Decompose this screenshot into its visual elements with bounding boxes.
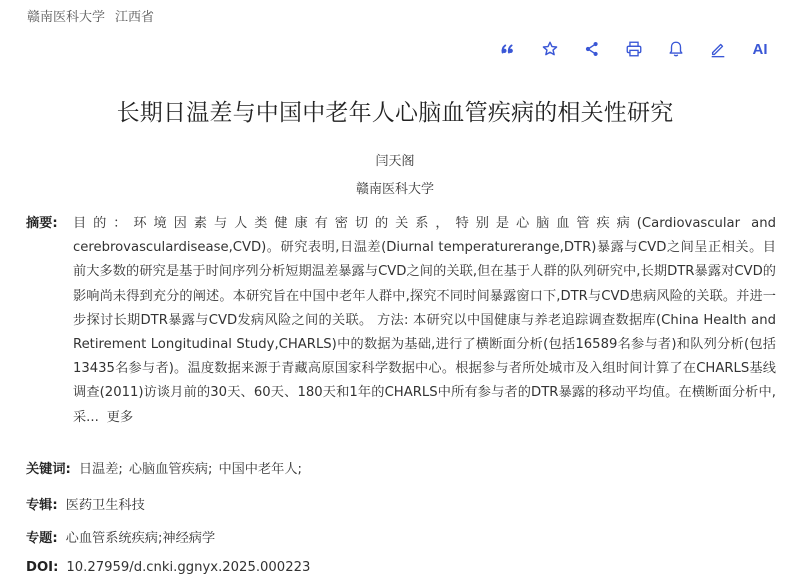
- subscribe-button[interactable]: [662, 37, 690, 61]
- cite-button[interactable]: [494, 37, 522, 61]
- abstract-text: 目的：环境因素与人类健康有密切的关系，特别是心脑血管疾病(Cardiovascular and cerebrovasculardisease,CVD)。研究表明,日温差(Diurnal temperaturerange,DTR)暴露与CVD之间呈正相关。目前大多数的研究是基于时间序列分析短期温差暴露与CVD之间的关联,但在基于人群的队列研究中,长期DTR暴露对CVD的影响尚未得到充分的阐述。本研究旨在中国中老年人群中,探究不同时间暴露窗口下,DTR与CVD患病风险的关联。并进一步探讨长期DTR暴露与CVD发病风险之间的关联。 方法: 本研究以中国健康与养老追踪调查数据库(China Health and Retirement Longitudinal Study,CHARLS)中的数据为基础,进行了横断面分析(包括16589名参与者)和队列分析(包括13435名参与者)。温度数据来源于青藏高原国家科学数据中心。根据参与者所处城市及入组时间计算了在CHARLS基线调查(2011)访谈月前的30天、60天、180天和1年的CHARLS中所有参与者的DTR暴露的移动平均值。在横断面分析中,采...: [73, 216, 776, 425]
- keyword-link[interactable]: 中国中老年人;: [218, 462, 303, 477]
- breadcrumb: [27, 6, 164, 25]
- author-organization[interactable]: 赣南医科大学: [355, 182, 434, 197]
- keywords-label: 关键词:: [26, 462, 71, 477]
- favorite-button[interactable]: [536, 37, 564, 61]
- doi-value[interactable]: 10.27959/d.cnki.ggnyx.2025.000223: [66, 560, 311, 575]
- keyword-link[interactable]: 心脑血管疾病;: [128, 462, 213, 477]
- series-row: [26, 494, 145, 513]
- print-icon: [625, 40, 643, 58]
- star-icon: [541, 40, 559, 58]
- article-toolbar: [494, 37, 774, 61]
- keywords-row: [26, 458, 308, 477]
- series-value: 医药卫生科技: [65, 498, 145, 513]
- topic-value: 心血管系统疾病;神经病学: [65, 531, 216, 546]
- breadcrumb-province[interactable]: 江西省: [115, 10, 155, 25]
- print-button[interactable]: [620, 37, 648, 61]
- bell-icon: [667, 40, 685, 58]
- doi-label: DOI:: [26, 560, 59, 575]
- more-link[interactable]: 更多: [106, 409, 134, 425]
- keyword-link[interactable]: 日温差;: [78, 462, 123, 477]
- note-button[interactable]: [704, 37, 732, 61]
- abstract-body: [73, 212, 776, 430]
- doi-row: [26, 560, 310, 575]
- breadcrumb-institution[interactable]: 赣南医科大学: [27, 10, 106, 25]
- ai-assistant-button[interactable]: AI: [752, 40, 768, 58]
- series-label: 专辑:: [26, 498, 58, 513]
- abstract-label: 摘要:: [26, 216, 58, 231]
- share-button[interactable]: [578, 37, 606, 61]
- quote-icon: [499, 40, 517, 58]
- share-icon: [583, 40, 601, 58]
- article-title: 长期日温差与中国中老年人心脑血管疾病的相关性研究: [116, 100, 674, 126]
- edit-icon: [709, 40, 727, 58]
- topic-label: 专题:: [26, 531, 58, 546]
- abstract-section: [26, 212, 776, 430]
- topic-row: [26, 527, 215, 546]
- author-name[interactable]: 闫天阁: [375, 154, 415, 169]
